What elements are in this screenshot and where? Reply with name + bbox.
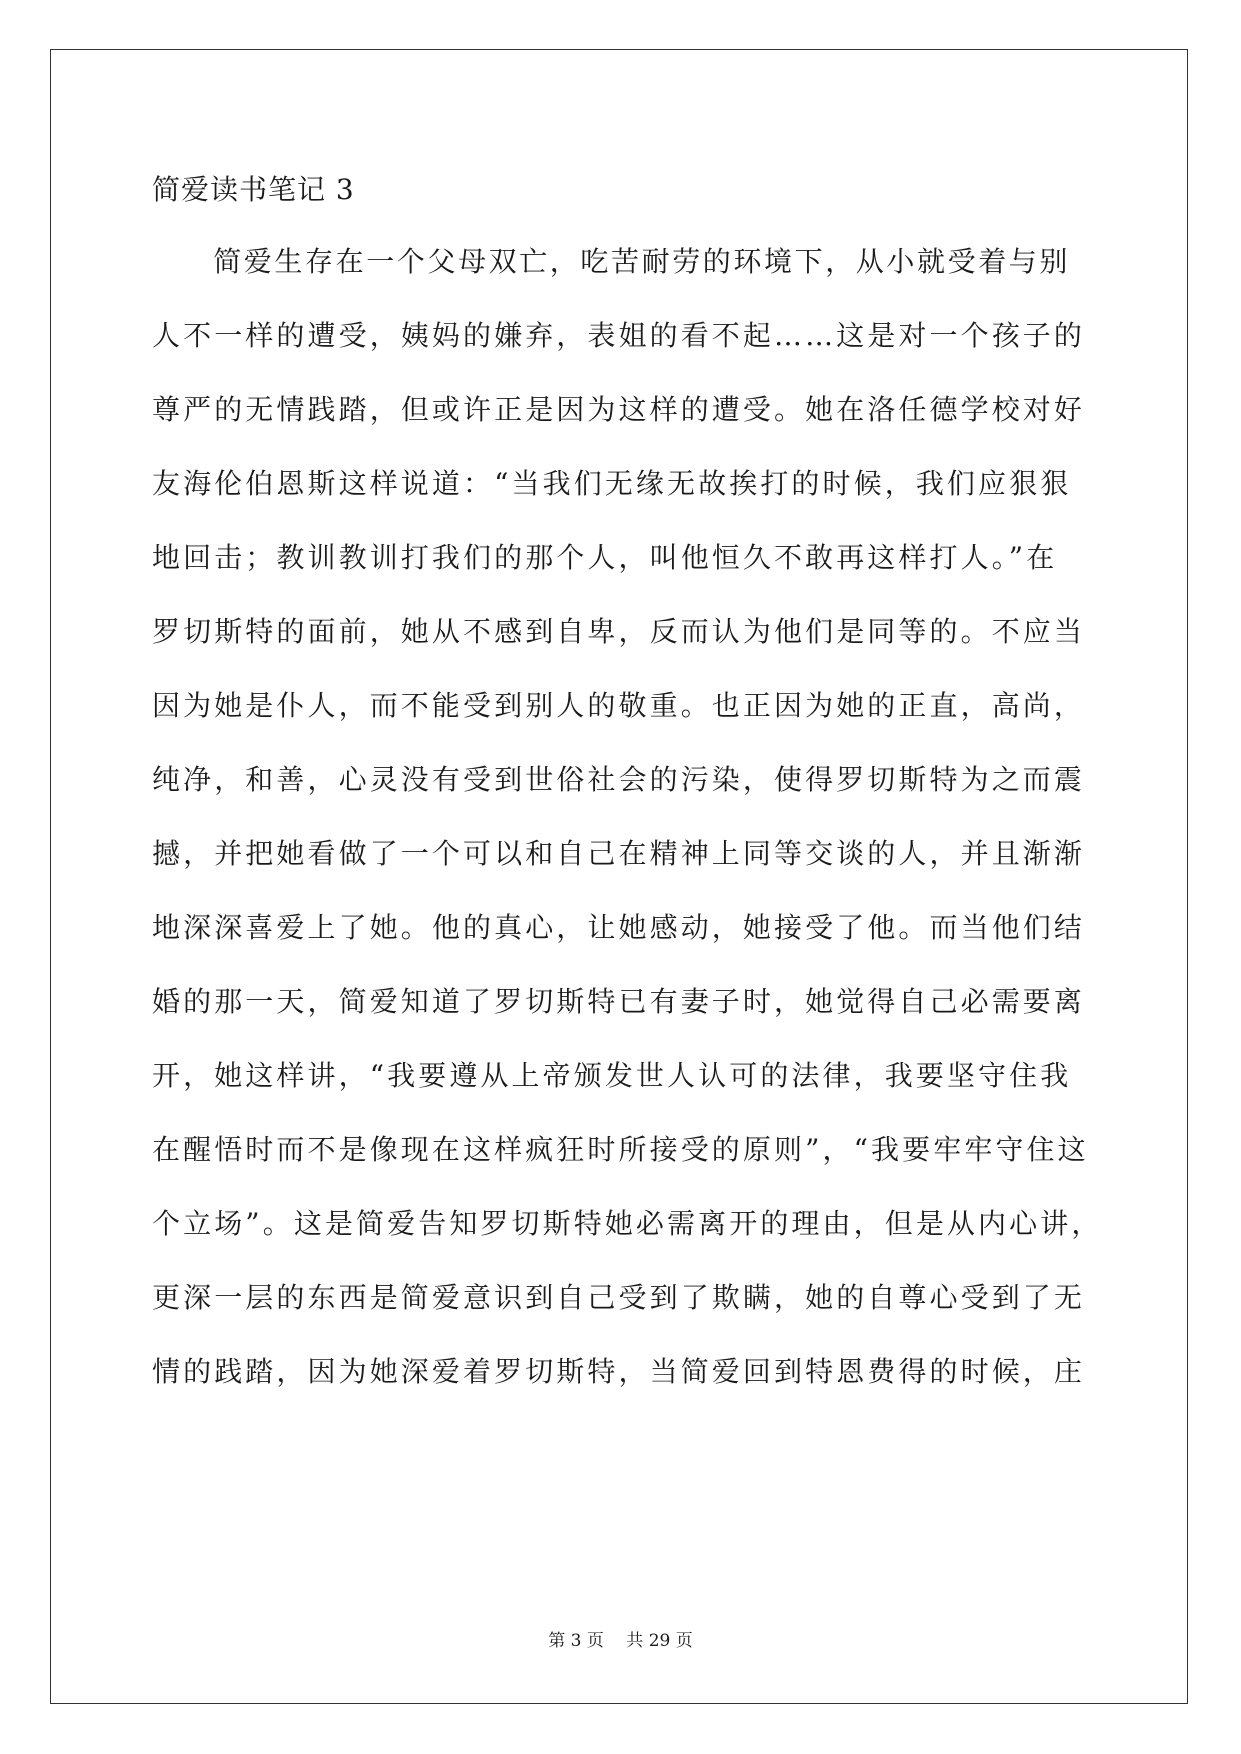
body-line: 友海伦伯恩斯这样说道：“当我们无缘无故挨打的时候，我们应狠狠 [152, 467, 1072, 500]
body-line: 地回击；教训教训打我们的那个人，叫他恒久不敢再这样打人。”在 [152, 541, 1058, 574]
document-body [152, 225, 1103, 1409]
body-line: 尊严的无情践踏，但或许正是因为这样的遭受。她在洛任德学校对好 [152, 393, 1086, 426]
body-line: 纯净，和善，心灵没有受到世俗社会的污染，使得罗切斯特为之而震 [152, 763, 1086, 796]
document-title: 简爱读书笔记 3 [152, 173, 355, 206]
body-line: 个立场”。这是简爱告知罗切斯特她必需离开的理由，但是从内心讲， [152, 1207, 1103, 1240]
body-line: 开，她这样讲，“我要遵从上帝颁发世人认可的法律，我要坚守住我 [152, 1059, 1072, 1092]
page-number-footer: 第 3 页 共 29 页 [548, 1631, 693, 1651]
body-line: 地深深喜爱上了她。他的真心，让她感动，她接受了他。而当他们结 [152, 911, 1086, 944]
body-line: 情的践踏，因为她深爱着罗切斯特，当简爱回到特恩费得的时候，庄 [152, 1355, 1086, 1388]
body-line: 简爱生存在一个父母双亡，吃苦耐劳的环境下，从小就受着与别 [152, 245, 1071, 278]
body-line: 在醒悟时而不是像现在这样疯狂时所接受的原则”，“我要牢牢守住这 [152, 1133, 1089, 1166]
body-line: 更深一层的东西是简爱意识到自己受到了欺瞒，她的自尊心受到了无 [152, 1281, 1086, 1314]
body-line: 因为她是仆人，而不能受到别人的敬重。也正因为她的正直，高尚， [152, 689, 1086, 722]
body-line: 罗切斯特的面前，她从不感到自卑，反而认为他们是同等的。不应当 [152, 615, 1086, 648]
body-line: 撼，并把她看做了一个可以和自己在精神上同等交谈的人，并且渐渐 [152, 837, 1086, 870]
body-line: 人不一样的遭受，姨妈的嫌弃，表姐的看不起……这是对一个孩子的 [152, 319, 1086, 352]
body-line: 婚的那一天，简爱知道了罗切斯特已有妻子时，她觉得自己必需要离 [152, 985, 1086, 1018]
